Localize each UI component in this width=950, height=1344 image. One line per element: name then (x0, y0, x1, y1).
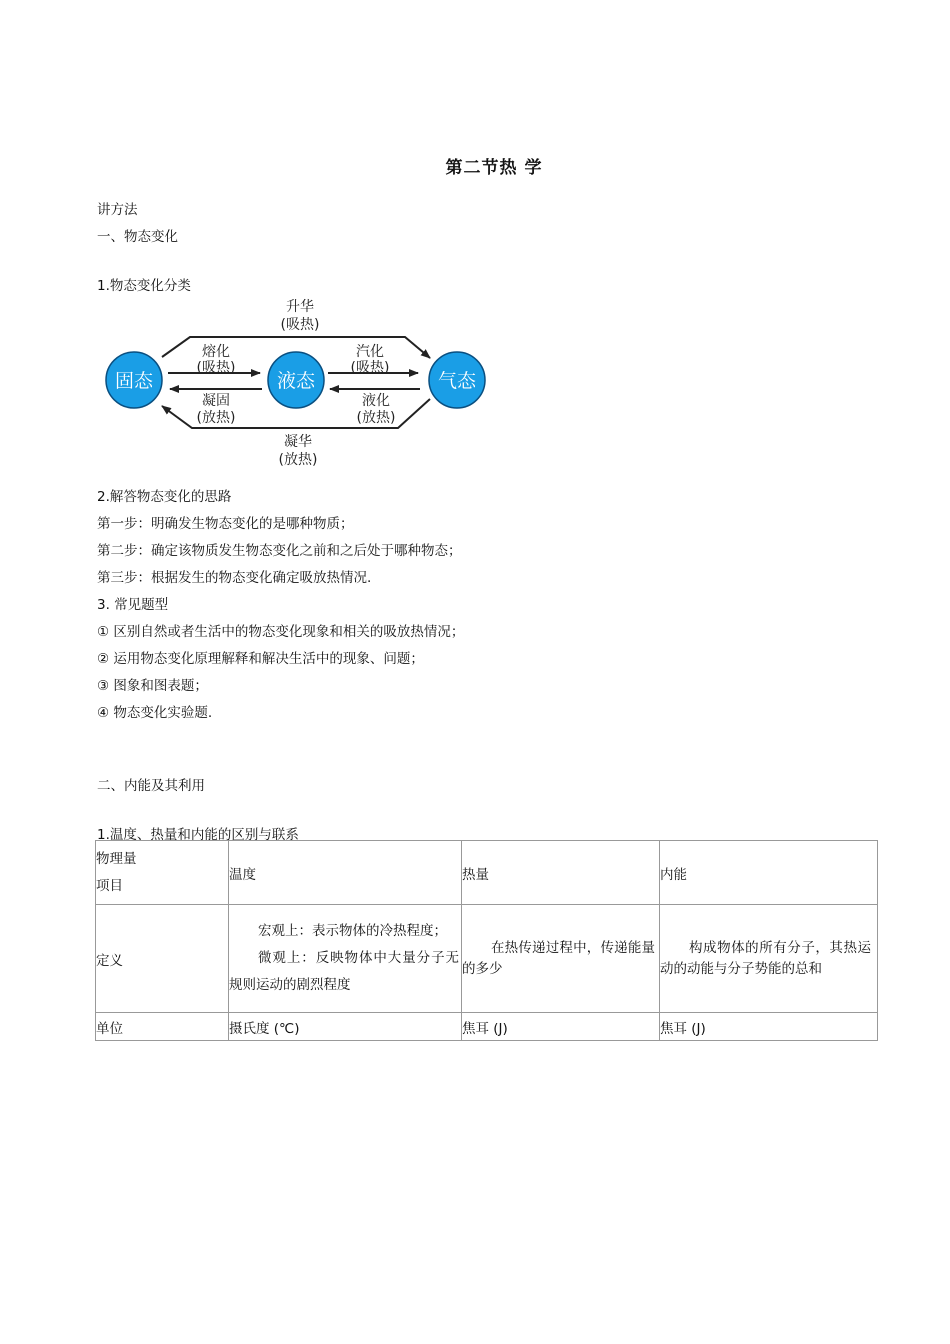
internal-energy-unit: 焦耳 (J) (660, 1013, 878, 1041)
comparison-table (95, 840, 878, 1041)
melting-heat-label: (吸热) (196, 360, 236, 376)
corner-top-text: 物理量 (96, 850, 137, 867)
section2-sub1: 1.温度、热量和内能的区别与联系 (97, 827, 299, 843)
section1-heading: 一、物态变化 (97, 229, 178, 245)
temperature-macro-def: 宏观上：表示物体的冷热程度； (258, 923, 447, 939)
sublimation-heat-label: (吸热) (280, 317, 320, 333)
table-row-definition (96, 905, 878, 1013)
vaporization-label: 汽化 (356, 344, 384, 360)
step-2: 第二步：确定该物质发生物态变化之前和之后处于哪种物态； (97, 543, 462, 559)
liquefaction-heat-label: (放热) (356, 410, 396, 426)
deposition-label: 凝华 (284, 434, 312, 450)
temperature-definition-cell (229, 905, 462, 1013)
page-title: 第二节热 学 (445, 158, 543, 178)
table-header-row (96, 841, 878, 905)
table-corner-cell (96, 841, 229, 905)
phase-change-diagram (100, 292, 492, 470)
liquid-label: 液态 (276, 370, 316, 392)
freezing-heat-label: (放热) (196, 410, 236, 426)
step-1: 第一步：明确发生物态变化的是哪种物质； (97, 516, 354, 532)
section1-sub3: 3. 常见题型 (97, 597, 169, 613)
deposition-heat-label: (放热) (278, 452, 318, 468)
section1-sub1: 1.物态变化分类 (97, 278, 191, 294)
question-type-3: ③ 图象和图表题； (97, 678, 208, 694)
step-3: 第三步：根据发生的物态变化确定吸放热情况. (97, 570, 372, 586)
section1-sub2: 2.解答物态变化的思路 (97, 489, 232, 505)
row-label-unit: 单位 (96, 1013, 229, 1041)
vaporization-heat-label: (吸热) (350, 360, 390, 376)
sublimation-label: 升华 (286, 299, 314, 315)
heat-def: 在热传递过程中，传递能量的多少 (462, 939, 655, 977)
internal-energy-def: 构成物体的所有分子，其热运动的动能与分子势能的总和 (660, 939, 871, 977)
temperature-unit: 摄氏度 (℃) (229, 1013, 462, 1041)
header-internal-energy: 内能 (660, 841, 878, 905)
question-type-2: ② 运用物态变化原理解释和解决生活中的现象、问题； (97, 651, 424, 667)
liquefaction-label: 液化 (362, 393, 390, 409)
header-heat: 热量 (462, 841, 660, 905)
heat-definition-cell (462, 905, 660, 1013)
row-label-definition: 定义 (96, 905, 229, 1013)
freezing-label: 凝固 (202, 393, 230, 409)
header-temperature: 温度 (229, 841, 462, 905)
corner-bottom-text: 项目 (96, 877, 123, 894)
section2-heading: 二、内能及其利用 (97, 778, 205, 794)
heat-unit: 焦耳 (J) (462, 1013, 660, 1041)
table-row-unit (96, 1013, 878, 1041)
melting-label: 熔化 (202, 344, 230, 360)
question-type-1: ① 区别自然或者生活中的物态变化现象和相关的吸放热情况； (97, 624, 465, 640)
method-label: 讲方法 (97, 202, 138, 218)
gas-label: 气态 (437, 370, 477, 392)
internal-energy-definition-cell (660, 905, 878, 1013)
question-type-4: ④ 物态变化实验题. (97, 705, 213, 721)
temperature-micro-def: 微观上：反映物体中大量分子无规则运动的剧烈程度 (229, 950, 459, 993)
solid-label: 固态 (114, 370, 154, 392)
